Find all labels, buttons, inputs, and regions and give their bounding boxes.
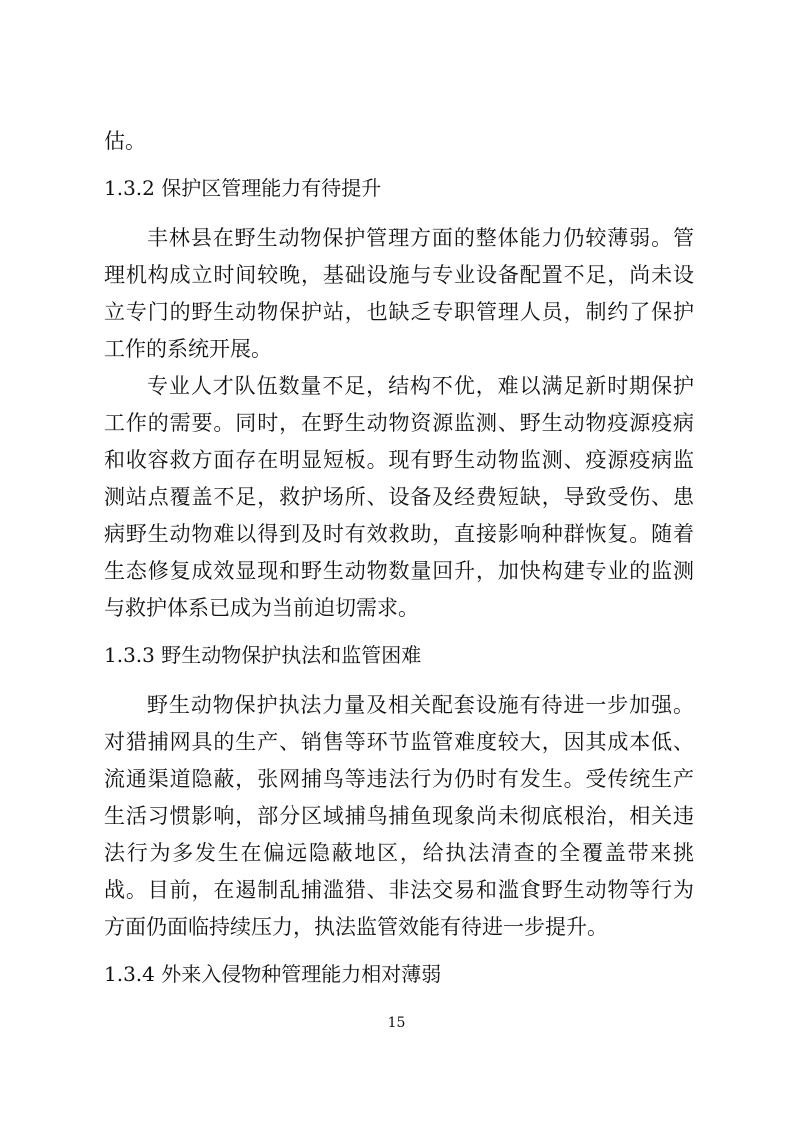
paragraph-line: 流通渠道隐蔽，张网捕鸟等违法行为仍时有发生。受传统生产 <box>104 767 694 791</box>
paragraph-line: 和收容救方面存在明显短板。现有野生动物监测、疫源疫病监 <box>104 448 694 472</box>
section-heading-1-3-2: 1.3.2 保护区管理能力有待提升 <box>104 176 382 200</box>
paragraph-line: 立专门的野生动物保护站，也缺乏专职管理人员，制约了保护 <box>104 300 694 324</box>
paragraph-line: 病野生动物难以得到及时有效救助，直接影响种群恢复。随着 <box>104 522 694 546</box>
paragraph-line: 方面仍面临持续压力，执法监管效能有待进一步提升。 <box>104 915 608 939</box>
paragraph-line: 工作的需要。同时，在野生动物资源监测、野生动物疫源疫病 <box>104 411 694 435</box>
paragraph-line: 与救护体系已成为当前迫切需求。 <box>104 596 419 620</box>
continuation-text: 估。 <box>104 129 146 153</box>
paragraph-line: 对猎捕网具的生产、销售等环节监管难度较大，因其成本低、 <box>104 730 694 754</box>
paragraph-line: 工作的系统开展。 <box>104 337 272 361</box>
paragraph-line: 理机构成立时间较晚，基础设施与专业设备配置不足，尚未设 <box>104 263 694 287</box>
paragraph-line: 法行为多发生在偏远隐蔽地区，给执法清查的全覆盖带来挑 <box>104 841 694 865</box>
paragraph-line: 战。目前，在遏制乱捕滥猎、非法交易和滥食野生动物等行为 <box>104 878 694 902</box>
section-heading-1-3-4: 1.3.4 外来入侵物种管理能力相对薄弱 <box>104 962 442 986</box>
paragraph-line: 野生动物保护执法力量及相关配套设施有待进一步加强。 <box>147 693 694 717</box>
section-heading-1-3-3: 1.3.3 野生动物保护执法和监管困难 <box>104 643 422 667</box>
paragraph-line: 生活习惯影响，部分区域捕鸟捕鱼现象尚未彻底根治，相关违 <box>104 804 694 828</box>
page-number: 15 <box>387 1015 406 1031</box>
paragraph-line: 丰林县在野生动物保护管理方面的整体能力仍较薄弱。管 <box>147 226 694 250</box>
paragraph-line: 专业人才队伍数量不足，结构不优，难以满足新时期保护 <box>147 374 694 398</box>
paragraph-line: 测站点覆盖不足，救护场所、设备及经费短缺，导致受伤、患 <box>104 485 694 509</box>
paragraph-line: 生态修复成效显现和野生动物数量回升，加快构建专业的监测 <box>104 559 694 583</box>
